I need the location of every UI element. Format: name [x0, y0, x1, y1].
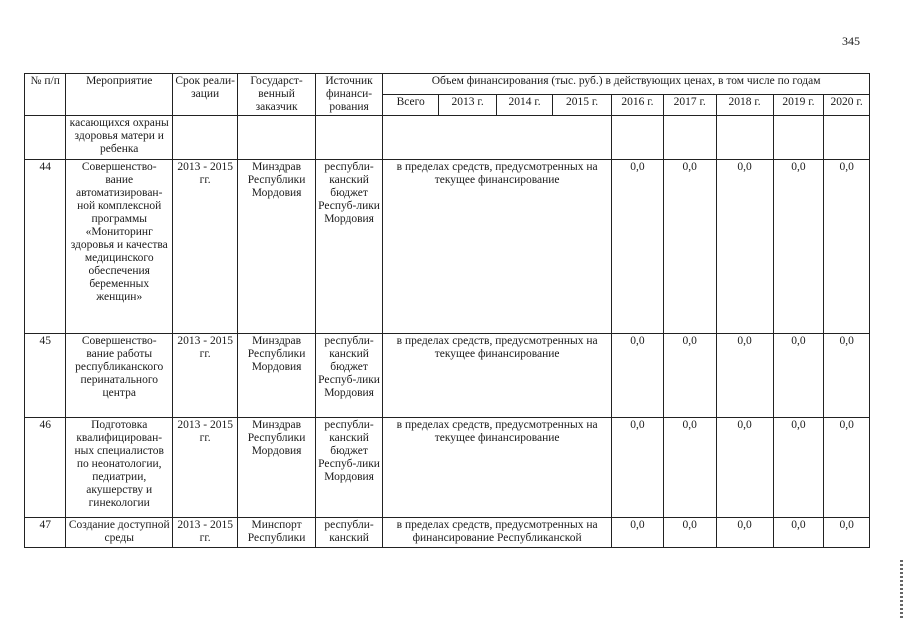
- cell-value: 0,0: [773, 160, 824, 334]
- financing-table: [24, 73, 870, 548]
- header-year: 2018 г.: [716, 95, 773, 116]
- cell-value: 0,0: [663, 334, 716, 418]
- cell-customer: Минздрав Республики Мордовия: [238, 418, 316, 518]
- page-number: 345: [842, 34, 860, 48]
- cell-value: 0,0: [773, 418, 824, 518]
- cell-financing: в пределах средств, предусмотренных на финансирование Республиканской: [383, 518, 612, 548]
- cell-event: Совершенство-вание автоматизирован-ной комплексной программы «Мониторинг здоровья и качества медицинского обеспечения беременных женщин»: [66, 160, 173, 334]
- cell-source: республи-канский бюджет Респуб-лики Мордовия: [315, 334, 382, 418]
- cell-value: 0,0: [716, 160, 773, 334]
- cell-value: 0,0: [824, 334, 870, 418]
- header-customer: Государст-венный заказчик: [238, 74, 316, 116]
- header-year: 2019 г.: [773, 95, 824, 116]
- header-event: Мероприятие: [66, 74, 173, 116]
- cell-value: 0,0: [663, 518, 716, 548]
- header-term: Срок реали-зации: [173, 74, 238, 116]
- header-volume: Объем финансирования (тыс. руб.) в действующих ценах, в том числе по годам: [383, 74, 870, 95]
- cell-value: 0,0: [612, 518, 664, 548]
- cell-financing: в пределах средств, предусмотренных на текущее финансирование: [383, 418, 612, 518]
- cell-value: [773, 116, 824, 160]
- cell-value: 0,0: [612, 160, 664, 334]
- cell-financing: в пределах средств, предусмотренных на текущее финансирование: [383, 334, 612, 418]
- cell-term: 2013 - 2015 гг.: [173, 418, 238, 518]
- cell-customer: [238, 116, 316, 160]
- cell-num: 46: [25, 418, 66, 518]
- cell-financing: в пределах средств, предусмотренных на текущее финансирование: [383, 160, 612, 334]
- cell-num: 44: [25, 160, 66, 334]
- header-year: 2017 г.: [663, 95, 716, 116]
- cell-value: 0,0: [824, 160, 870, 334]
- cell-value: [716, 116, 773, 160]
- header-year: 2020 г.: [824, 95, 870, 116]
- cell-value: 0,0: [716, 518, 773, 548]
- header-year: 2014 г.: [497, 95, 553, 116]
- cell-value: 0,0: [824, 418, 870, 518]
- cell-financing: [383, 116, 612, 160]
- cell-event: касающихся охраны здоровья матери и ребенка: [66, 116, 173, 160]
- cell-term: 2013 - 2015 гг.: [173, 160, 238, 334]
- cell-value: 0,0: [773, 518, 824, 548]
- cell-customer: Минздрав Республики Мордовия: [238, 160, 316, 334]
- cell-term: [173, 116, 238, 160]
- cell-value: 0,0: [716, 334, 773, 418]
- table-row: [25, 518, 870, 548]
- cell-customer: Минспорт Республики: [238, 518, 316, 548]
- cell-source: республи-канский: [315, 518, 382, 548]
- cell-source: республи-канский бюджет Респуб-лики Мордовия: [315, 160, 382, 334]
- cell-value: 0,0: [773, 334, 824, 418]
- cell-value: 0,0: [663, 160, 716, 334]
- header-year: 2013 г.: [439, 95, 497, 116]
- table-row-continuation: [25, 116, 870, 160]
- cell-value: 0,0: [824, 518, 870, 548]
- table-row: [25, 160, 870, 334]
- cell-term: 2013 - 2015 гг.: [173, 334, 238, 418]
- cell-event: Совершенство-вание работы республиканского перинатального центра: [66, 334, 173, 418]
- cell-value: 0,0: [716, 418, 773, 518]
- cell-value: [824, 116, 870, 160]
- cell-num: 47: [25, 518, 66, 548]
- cell-num: 45: [25, 334, 66, 418]
- cell-value: [663, 116, 716, 160]
- cell-value: 0,0: [612, 418, 664, 518]
- header-source: Источник финанси-рования: [315, 74, 382, 116]
- cell-num: [25, 116, 66, 160]
- cell-event: Создание доступной среды: [66, 518, 173, 548]
- cell-term: 2013 - 2015 гг.: [173, 518, 238, 548]
- header-year: Всего: [383, 95, 439, 116]
- header-year: 2015 г.: [553, 95, 612, 116]
- header-row-1: [25, 74, 870, 95]
- header-year: 2016 г.: [612, 95, 664, 116]
- cell-customer: Минздрав Республики Мордовия: [238, 334, 316, 418]
- cell-event: Подготовка квалифицирован-ных специалистов по неонатологии, педиатрии, акушерству и гинекологии: [66, 418, 173, 518]
- scan-edge-mark: [900, 560, 903, 620]
- header-num: № п/п: [25, 74, 66, 116]
- cell-source: [315, 116, 382, 160]
- cell-source: республи-канский бюджет Респуб-лики Мордовия: [315, 418, 382, 518]
- table-row: [25, 418, 870, 518]
- cell-value: [612, 116, 664, 160]
- cell-value: 0,0: [663, 418, 716, 518]
- table-row: [25, 334, 870, 418]
- cell-value: 0,0: [612, 334, 664, 418]
